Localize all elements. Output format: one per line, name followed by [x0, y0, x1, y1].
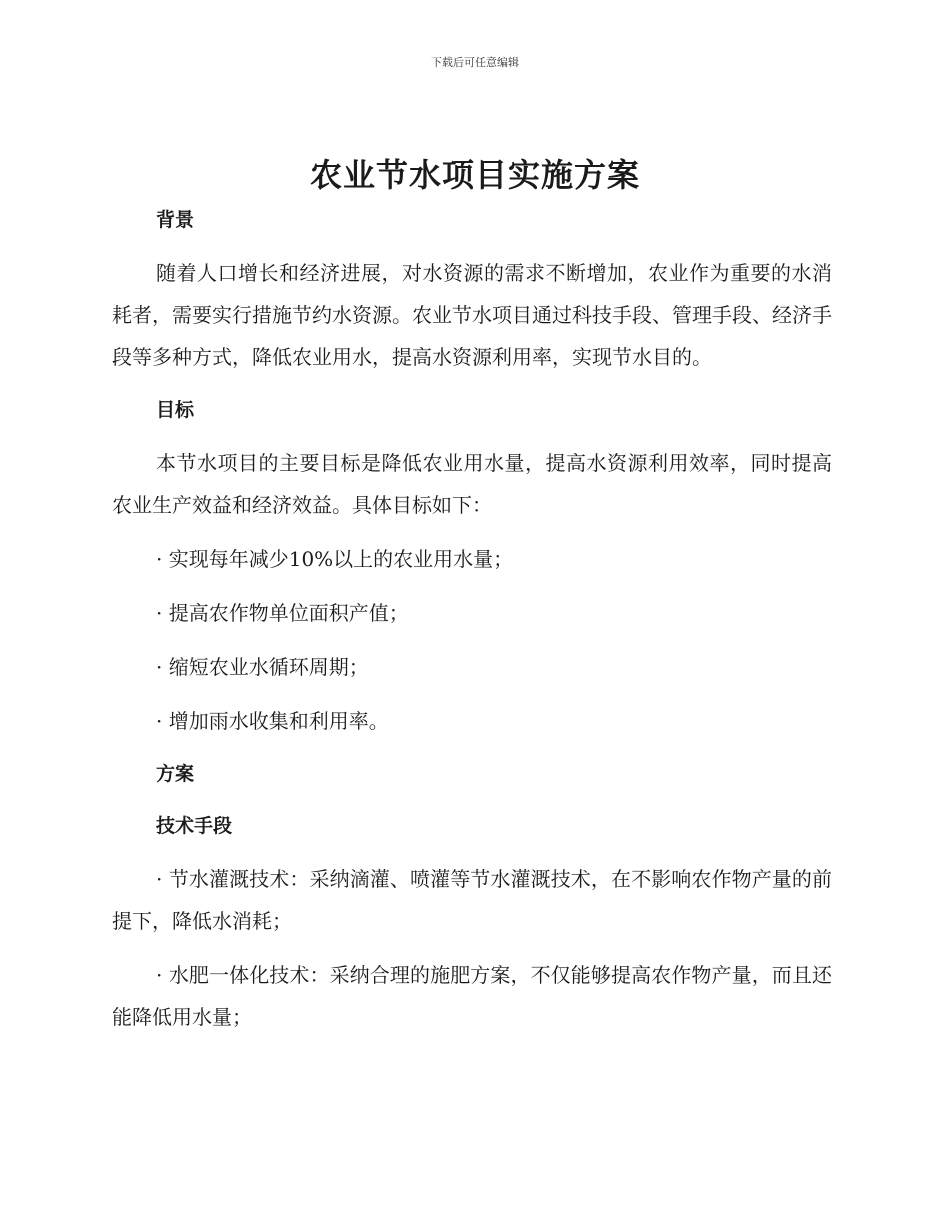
- section-heading-background: 背景: [156, 209, 195, 231]
- tech-item: · 节水灌溉技术：采纳滴灌、喷灌等节水灌溉技术，在不影响农作物产量的前提下，降低水消耗；: [112, 867, 832, 933]
- section-heading-plan: 方案: [156, 763, 195, 785]
- section-heading-tech: 技术手段: [156, 815, 233, 837]
- tech-item: · 水肥一体化技术：采纳合理的施肥方案，不仅能够提高农作物产量，而且还能降低用水量；: [112, 963, 832, 1029]
- header-note: 下载后可任意编辑: [431, 56, 519, 69]
- goal-item: · 增加雨水收集和利用率。: [156, 709, 389, 733]
- document-body: [112, 200, 832, 1050]
- document-title: 农业节水项目实施方案: [309, 156, 640, 194]
- goal-item: · 实现每年减少10%以上的农业用水量；: [156, 547, 514, 571]
- goals-paragraph: 本节水项目的主要目标是降低农业用水量，提高水资源利用效率，同时提高农业生产效益和经济效益。具体目标如下：: [112, 451, 832, 517]
- background-paragraph: 随着人口增长和经济进展，对水资源的需求不断增加，农业作为重要的水消耗者，需要实行措施节约水资源。农业节水项目通过科技手段、管理手段、经济手段等多种方式，降低农业用水，提高水资源利用率，实现节水目的。: [112, 261, 832, 369]
- goal-item: · 缩短农业水循环周期；: [156, 655, 369, 679]
- section-heading-goals: 目标: [156, 399, 195, 421]
- goal-item: · 提高农作物单位面积产值；: [156, 601, 409, 625]
